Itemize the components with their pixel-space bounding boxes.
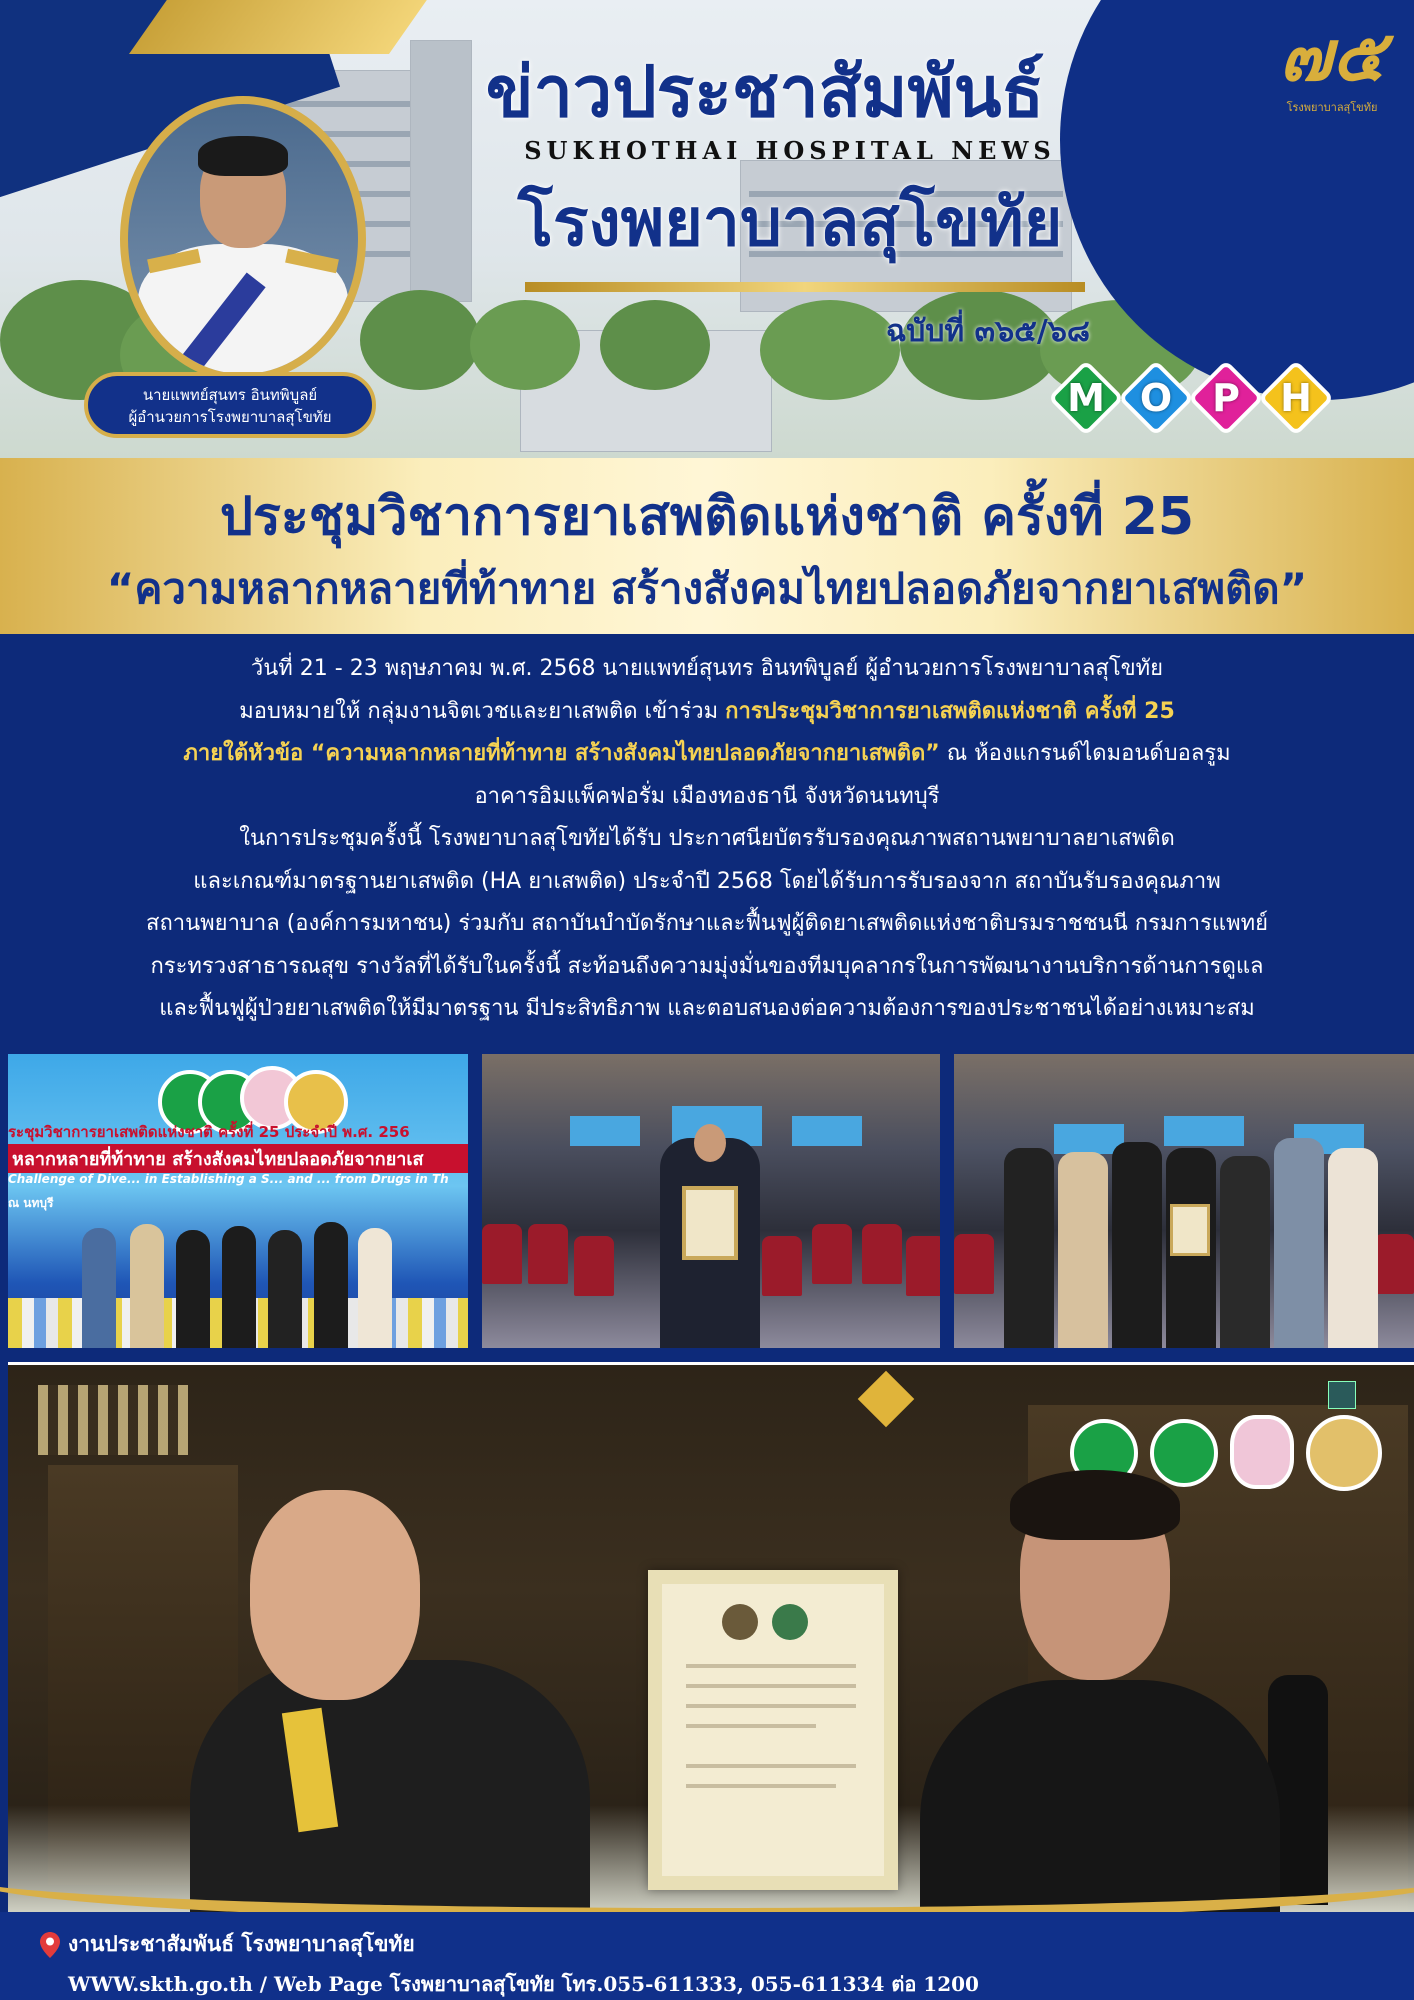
headline-title: ประชุมวิชาการยาเสพติดแห่งชาติ ครั้งที่ 25 (219, 487, 1195, 547)
body-line: ภายใต้หัวข้อ “ความหลากหลายที่ท้าทาย สร้างสังคมไทยปลอดภัยจากยาเสพติด” ณ ห้องแกรนด์ไดมอนด์บอลรูม (183, 741, 1231, 766)
certificate (682, 1186, 738, 1260)
certificate-seal-icon (772, 1604, 808, 1640)
person (1058, 1152, 1108, 1348)
moph-seal-icon (1150, 1419, 1218, 1487)
body-line: ในการประชุมครั้งนี้ โรงพยาบาลสุโขทัยได้รับ ประกาศนียบัตรรับรองคุณภาพสถานพยาบาลยาเสพติด (239, 826, 1175, 851)
ceiling-ornament-icon (858, 1371, 915, 1428)
certificate (1170, 1204, 1210, 1256)
moph-logo (1048, 356, 1348, 444)
emblem-icon (1306, 1415, 1382, 1491)
body-line: วันที่ 21 - 23 พฤษภาคม พ.ศ. 2568 นายแพทย์สุนทร อินทพิบูลย์ ผู้อำนวยการโรงพยาบาลสุโขทัย (250, 656, 1164, 681)
logo-75-caption: โรงพยาบาลสุโขทัย (1286, 101, 1378, 114)
person (314, 1222, 348, 1348)
stage-banner-line: Challenge of Dive... in Establishing a S... and ... from Drugs in Th (8, 1172, 449, 1186)
headline-subtitle: “ความหลากหลายที่ท้าทาย สร้างสังคมไทยปลอดภัยจากยาเสพติด” (106, 564, 1308, 613)
person (358, 1228, 392, 1348)
person (268, 1230, 302, 1348)
body-line: สถานพยาบาล (องค์การมหาชน) ร่วมกับ สถาบันบำบัดรักษาและฟื้นฟูผู้ติดยาเสพติดแห่งชาติบรมราชชนนี กรมการแพทย์ (146, 911, 1268, 936)
body-highlight: ภายใต้หัวข้อ “ความหลากหลายที่ท้าทาย สร้างสังคมไทยปลอดภัยจากยาเสพติด” (183, 741, 940, 766)
gold-divider (525, 282, 1085, 292)
news-body (40, 648, 1374, 1031)
stage-banner-line: ณ นทบุรี (8, 1196, 54, 1210)
stage-banner-line: หลากหลายที่ท้าทาย สร้างสังคมไทยปลอดภัยจากยาเส (8, 1144, 468, 1173)
header-gold-stripe (129, 0, 431, 54)
photo-award-recipient (482, 1054, 940, 1348)
location-pin-icon (40, 1932, 60, 1958)
issue-number: ฉบับที่ ๓๖๕/๖๘ (885, 314, 1090, 349)
moph-letter-h: H (1258, 360, 1334, 436)
page-title-english: SUKHOTHAI HOSPITAL NEWS (524, 136, 1056, 165)
person (222, 1226, 256, 1348)
qr-icon (1328, 1381, 1356, 1409)
crest-icon (1230, 1415, 1294, 1489)
director-title: ผู้อำนวยการโรงพยาบาลสุโขทัย (128, 408, 332, 426)
stage-banner-line: ระชุมวิชาการยาเสพติดแห่งชาติ ครั้งที่ 25 ประจำปี พ.ศ. 256 (8, 1123, 410, 1141)
person (176, 1230, 210, 1348)
moph-letter-o: O (1118, 360, 1194, 436)
hospital-name: โรงพยาบาลสุโขทัย (517, 184, 1063, 261)
moph-letter-p: P (1188, 360, 1264, 436)
certificate-seal-icon (722, 1604, 758, 1640)
body-line: และเกณฑ์มาตรฐานยาเสพติด (HA ยาเสพติด) ประจำปี 2568 โดยได้รับการรับรองจาก สถาบันรับรองคุณภาพ (193, 868, 1221, 894)
director-portrait (120, 96, 366, 382)
body-line: อาคารอิมแพ็คฟอรั่ม เมืองทองธานี จังหวัดนนทบุรี (474, 783, 940, 809)
photo-team-group (954, 1054, 1414, 1348)
person (1112, 1142, 1162, 1348)
director-name: นายแพทย์สุนทร อินทพิบูลย์ (142, 386, 318, 404)
page-title: ข่าวประชาสัมพันธ์ (485, 51, 1045, 133)
footer-gold-arc (0, 1832, 1414, 1922)
anniversary-75-logo (1262, 14, 1402, 124)
body-line: และฟื้นฟูผู้ป่วยยาเสพติดให้มีมาตรฐาน มีประสิทธิภาพ และตอบสนองต่อความต้องการของประชาชนได้อย่างเหมาะสม (159, 996, 1255, 1021)
person (1220, 1156, 1270, 1348)
person (1274, 1138, 1324, 1348)
person (1328, 1148, 1378, 1348)
body-highlight: การประชุมวิชาการยาเสพติดแห่งชาติ ครั้งที่ 25 (725, 698, 1175, 724)
footer-contact[interactable]: WWW.skth.go.th / Web Page โรงพยาบาลสุโขทัย โทร.055-611333, 055-611334 ต่อ 1200 (68, 1972, 979, 1996)
director-nameplate (84, 372, 376, 438)
body-line: กระทรวงสาธารณสุข รางวัลที่ได้รับในครั้งนี้ สะท้อนถึงความมุ่งมั่นของทีมบุคลากรในการพัฒนางานบริการด้านการดูแล (150, 953, 1264, 979)
footer-department: งานประชาสัมพันธ์ โรงพยาบาลสุโขทัย (68, 1931, 415, 1956)
person (82, 1228, 116, 1348)
logo-75-number: ๗๕ (1279, 14, 1385, 97)
person (130, 1224, 164, 1348)
person (1004, 1148, 1054, 1348)
photo-group-stage (8, 1054, 468, 1348)
moph-letter-m: M (1048, 360, 1124, 436)
body-line: มอบหมายให้ กลุ่มงานจิตเวชและยาเสพติด เข้าร่วม การประชุมวิชาการยาเสพติดแห่งชาติ ครั้งที่ 25 (239, 698, 1175, 724)
